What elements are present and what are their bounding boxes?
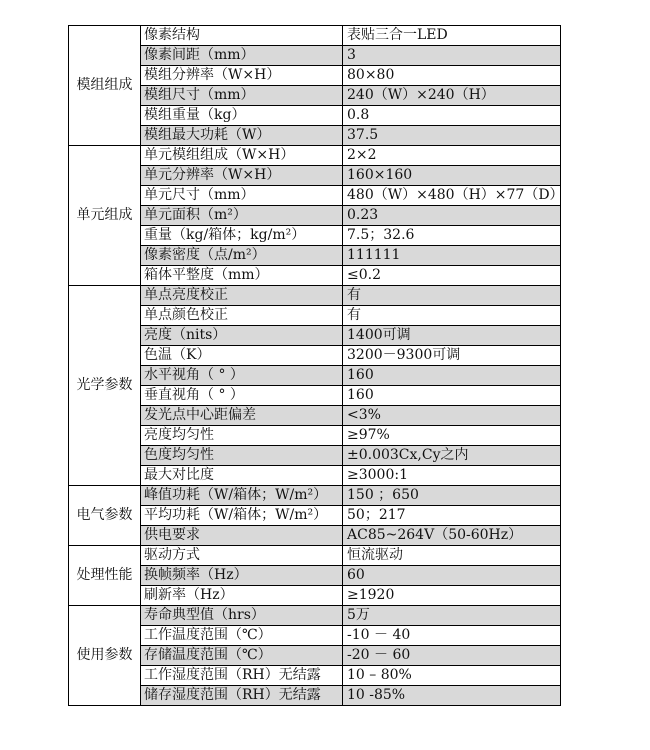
param-name-cell: 发光点中心距偏差 <box>141 406 343 426</box>
group-label: 处理性能 <box>69 546 141 606</box>
param-name-cell: 工作湿度范围（RH）无结露 <box>141 666 343 686</box>
group-label: 单元组成 <box>69 146 141 286</box>
table-row <box>69 266 561 286</box>
table-row <box>69 366 561 386</box>
param-name-cell: 像素间距（mm） <box>141 46 343 66</box>
param-name-cell: 色度均匀性 <box>141 446 343 466</box>
param-name-cell: 模组重量（kg） <box>141 106 343 126</box>
param-value-cell: -20 － 60 <box>343 646 561 666</box>
table-row <box>69 126 561 146</box>
param-value-cell: 10 -85% <box>343 686 561 706</box>
param-name-cell: 水平视角（ ° ） <box>141 366 343 386</box>
table-row <box>69 66 561 86</box>
group-label: 使用参数 <box>69 606 141 706</box>
param-value-cell: 恒流驱动 <box>343 546 561 566</box>
table-row <box>69 626 561 646</box>
table-row <box>69 526 561 546</box>
param-value-cell: 3 <box>343 46 561 66</box>
table-row <box>69 46 561 66</box>
param-name-cell: 工作温度范围（℃） <box>141 626 343 646</box>
table-row <box>69 286 561 306</box>
table-row <box>69 386 561 406</box>
table-row <box>69 246 561 266</box>
param-value-cell: ≥1920 <box>343 586 561 606</box>
param-value-cell: 160×160 <box>343 166 561 186</box>
param-value-cell: 2×2 <box>343 146 561 166</box>
table-row <box>69 446 561 466</box>
param-value-cell: 160 <box>343 366 561 386</box>
table-row <box>69 546 561 566</box>
param-name-cell: 单点亮度校正 <box>141 286 343 306</box>
table-row <box>69 106 561 126</box>
group-label: 模组组成 <box>69 26 141 146</box>
param-name-cell: 最大对比度 <box>141 466 343 486</box>
table-row <box>69 406 561 426</box>
table-row <box>69 666 561 686</box>
param-value-cell: 10 – 80% <box>343 666 561 686</box>
param-name-cell: 箱体平整度（mm） <box>141 266 343 286</box>
param-name-cell: 存储温度范围（℃） <box>141 646 343 666</box>
param-name-cell: 像素密度（点/m²） <box>141 246 343 266</box>
param-value-cell: AC85~264V（50-60Hz） <box>343 526 561 546</box>
param-value-cell: 有 <box>343 286 561 306</box>
table-row <box>69 326 561 346</box>
param-name-cell: 色温（K） <box>141 346 343 366</box>
param-name-cell: 平均功耗（W/箱体；W/m²） <box>141 506 343 526</box>
param-name-cell: 垂直视角（ ° ） <box>141 386 343 406</box>
table-row <box>69 226 561 246</box>
param-name-cell: 峰值功耗（W/箱体；W/m²） <box>141 486 343 506</box>
param-value-cell: -10 － 40 <box>343 626 561 646</box>
param-value-cell: 111111 <box>343 246 561 266</box>
table-row <box>69 466 561 486</box>
param-name-cell: 刷新率（Hz） <box>141 586 343 606</box>
table-row <box>69 26 561 46</box>
param-value-cell: 0.8 <box>343 106 561 126</box>
param-value-cell: 0.23 <box>343 206 561 226</box>
param-name-cell: 驱动方式 <box>141 546 343 566</box>
param-value-cell: 37.5 <box>343 126 561 146</box>
param-name-cell: 单元模组组成（W×H） <box>141 146 343 166</box>
param-name-cell: 储存湿度范围（RH）无结露 <box>141 686 343 706</box>
param-name-cell: 像素结构 <box>141 26 343 46</box>
param-name-cell: 模组最大功耗（W） <box>141 126 343 146</box>
table-row <box>69 346 561 366</box>
param-value-cell: 160 <box>343 386 561 406</box>
table-row <box>69 566 561 586</box>
param-value-cell: 150 ；650 <box>343 486 561 506</box>
param-value-cell: 80×80 <box>343 66 561 86</box>
param-name-cell: 亮度均匀性 <box>141 426 343 446</box>
param-name-cell: 单元尺寸（mm） <box>141 186 343 206</box>
param-value-cell: 60 <box>343 566 561 586</box>
param-value-cell: 表贴三合一LED <box>343 26 561 46</box>
table-row <box>69 486 561 506</box>
table-row <box>69 686 561 706</box>
param-value-cell: ≥3000:1 <box>343 466 561 486</box>
param-name-cell: 重量（kg/箱体；kg/m²） <box>141 226 343 246</box>
param-name-cell: 模组分辨率（W×H） <box>141 66 343 86</box>
param-value-cell: 7.5；32.6 <box>343 226 561 246</box>
table-row <box>69 146 561 166</box>
param-name-cell: 换帧频率（Hz） <box>141 566 343 586</box>
param-name-cell: 单元面积（m²） <box>141 206 343 226</box>
spec-table-body <box>69 26 564 706</box>
group-label: 光学参数 <box>69 286 141 486</box>
param-name-cell: 寿命典型值（hrs） <box>141 606 343 626</box>
table-row <box>69 506 561 526</box>
table-row <box>69 426 561 446</box>
table-row <box>69 586 561 606</box>
param-value-cell: 50；217 <box>343 506 561 526</box>
param-name-cell: 单元分辨率（W×H） <box>141 166 343 186</box>
table-row <box>69 306 561 326</box>
param-name-cell: 模组尺寸（mm） <box>141 86 343 106</box>
table-row <box>69 86 561 106</box>
param-value-cell: ≥97% <box>343 426 561 446</box>
param-name-cell: 亮度（nits） <box>141 326 343 346</box>
table-row <box>69 646 561 666</box>
param-value-cell: 3200－9300可调 <box>343 346 561 366</box>
table-row <box>69 206 561 226</box>
param-value-cell: 480（W）×480（H）×77（D） <box>343 186 561 206</box>
group-label: 电气参数 <box>69 486 141 546</box>
param-name-cell: 供电要求 <box>141 526 343 546</box>
param-value-cell: 240（W）×240（H） <box>343 86 561 106</box>
param-value-cell: 1400可调 <box>343 326 561 346</box>
param-value-cell: ≤0.2 <box>343 266 561 286</box>
param-value-cell: 有 <box>343 306 561 326</box>
table-row <box>69 186 561 206</box>
table-row <box>69 606 561 626</box>
param-name-cell: 单点颜色校正 <box>141 306 343 326</box>
param-value-cell: 5万 <box>343 606 561 626</box>
param-value-cell: <3% <box>343 406 561 426</box>
table-row <box>69 166 561 186</box>
spec-table <box>68 25 564 706</box>
param-value-cell: ±0.003Cx,Cy之内 <box>343 446 561 466</box>
